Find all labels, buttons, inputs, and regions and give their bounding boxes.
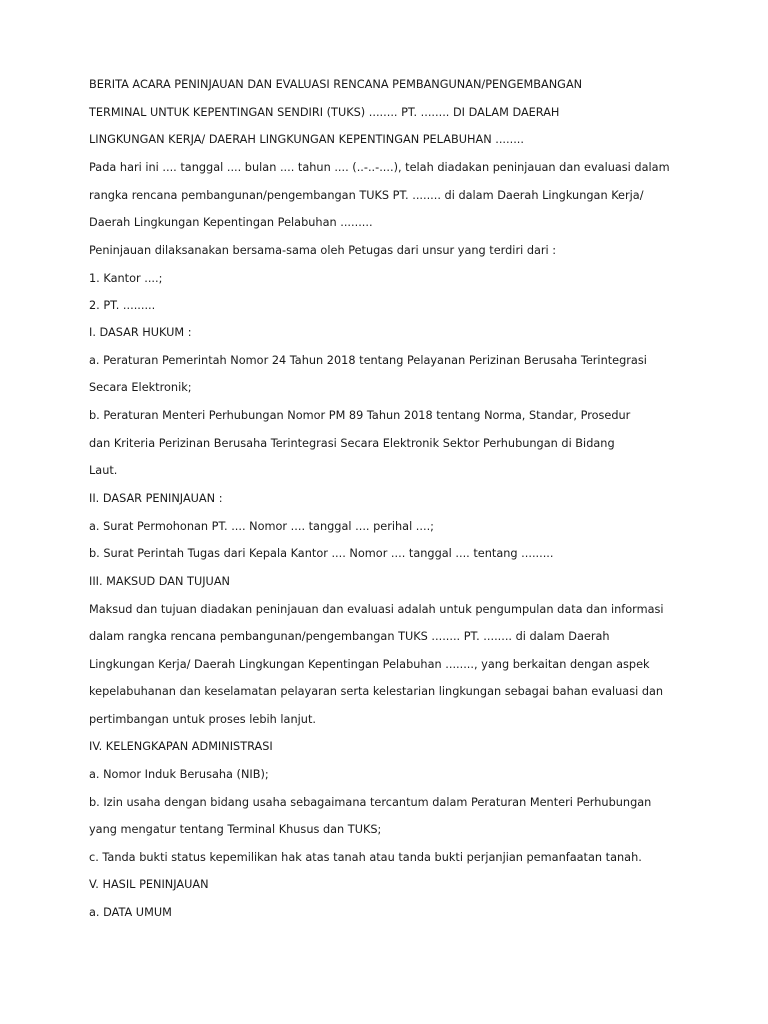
- title-line-3: LINGKUNGAN KERJA/ DAERAH LINGKUNGAN KEPENTINGAN PELABUHAN ........: [89, 133, 524, 146]
- title-line-1: BERITA ACARA PENINJAUAN DAN EVALUASI RENCANA PEMBANGUNAN/PENGEMBANGAN: [89, 78, 583, 91]
- text-line: Daerah Lingkungan Kepentingan Pelabuhan .........: [89, 216, 373, 229]
- text-line: dan Kriteria Perizinan Berusaha Terintegrasi Secara Elektronik Sektor Perhubungan di Bidang: [89, 437, 615, 450]
- text-line: rangka rencana pembangunan/pengembangan TUKS PT. ........ di dalam Daerah Lingkungan Kerja/: [89, 189, 644, 202]
- text-line: kepelabuhanan dan keselamatan pelayaran serta kelestarian lingkungan sebagai bahan evaluasi dan: [89, 685, 664, 698]
- section-heading: III. MAKSUD DAN TUJUAN: [89, 575, 231, 588]
- list-item: c. Tanda bukti status kepemilikan hak atas tanah atau tanda bukti perjanjian pemanfaatan tanah.: [89, 851, 642, 864]
- list-item: 2. PT. .........: [89, 299, 156, 312]
- section-heading: IV. KELENGKAPAN ADMINISTRASI: [89, 740, 273, 753]
- text-line: Peninjauan dilaksanakan bersama-sama oleh Petugas dari unsur yang terdiri dari :: [89, 244, 557, 257]
- section-heading: II. DASAR PENINJAUAN :: [89, 492, 223, 505]
- text-line: Lingkungan Kerja/ Daerah Lingkungan Kepentingan Pelabuhan ........, yang berkaitan dengan aspek: [89, 658, 650, 671]
- text-line: pertimbangan untuk proses lebih lanjut.: [89, 713, 316, 726]
- section-heading: I. DASAR HUKUM :: [89, 326, 192, 339]
- text-line: Pada hari ini .... tanggal .... bulan .... tahun .... (..-..-....), telah diadakan peninjauan dan evaluasi dalam: [89, 161, 670, 174]
- list-item: b. Surat Perintah Tugas dari Kepala Kantor .... Nomor .... tanggal .... tentang .........: [89, 547, 554, 560]
- list-item: a. Nomor Induk Berusaha (NIB);: [89, 768, 269, 781]
- list-item: a. Surat Permohonan PT. .... Nomor .... tanggal .... perihal ....;: [89, 520, 434, 533]
- text-line: Secara Elektronik;: [89, 381, 192, 394]
- text-line: yang mengatur tentang Terminal Khusus dan TUKS;: [89, 823, 382, 836]
- text-line: Maksud dan tujuan diadakan peninjauan dan evaluasi adalah untuk pengumpulan data dan informasi: [89, 603, 664, 616]
- text-line: dalam rangka rencana pembangunan/pengembangan TUKS ........ PT. ........ di dalam Daerah: [89, 630, 610, 643]
- list-item: a. Peraturan Pemerintah Nomor 24 Tahun 2018 tentang Pelayanan Perizinan Berusaha Terintegrasi: [89, 354, 647, 367]
- list-item: 1. Kantor ....;: [89, 272, 163, 285]
- subsection-heading: a. DATA UMUM: [89, 906, 172, 919]
- list-item: b. Peraturan Menteri Perhubungan Nomor PM 89 Tahun 2018 tentang Norma, Standar, Prosedur: [89, 409, 631, 422]
- section-heading: V. HASIL PENINJAUAN: [89, 878, 209, 891]
- list-item: b. Izin usaha dengan bidang usaha sebagaimana tercantum dalam Peraturan Menteri Perhubungan: [89, 796, 652, 809]
- title-line-2: TERMINAL UNTUK KEPENTINGAN SENDIRI (TUKS) ........ PT. ........ DI DALAM DAERAH: [89, 106, 560, 119]
- text-line: Laut.: [89, 464, 118, 477]
